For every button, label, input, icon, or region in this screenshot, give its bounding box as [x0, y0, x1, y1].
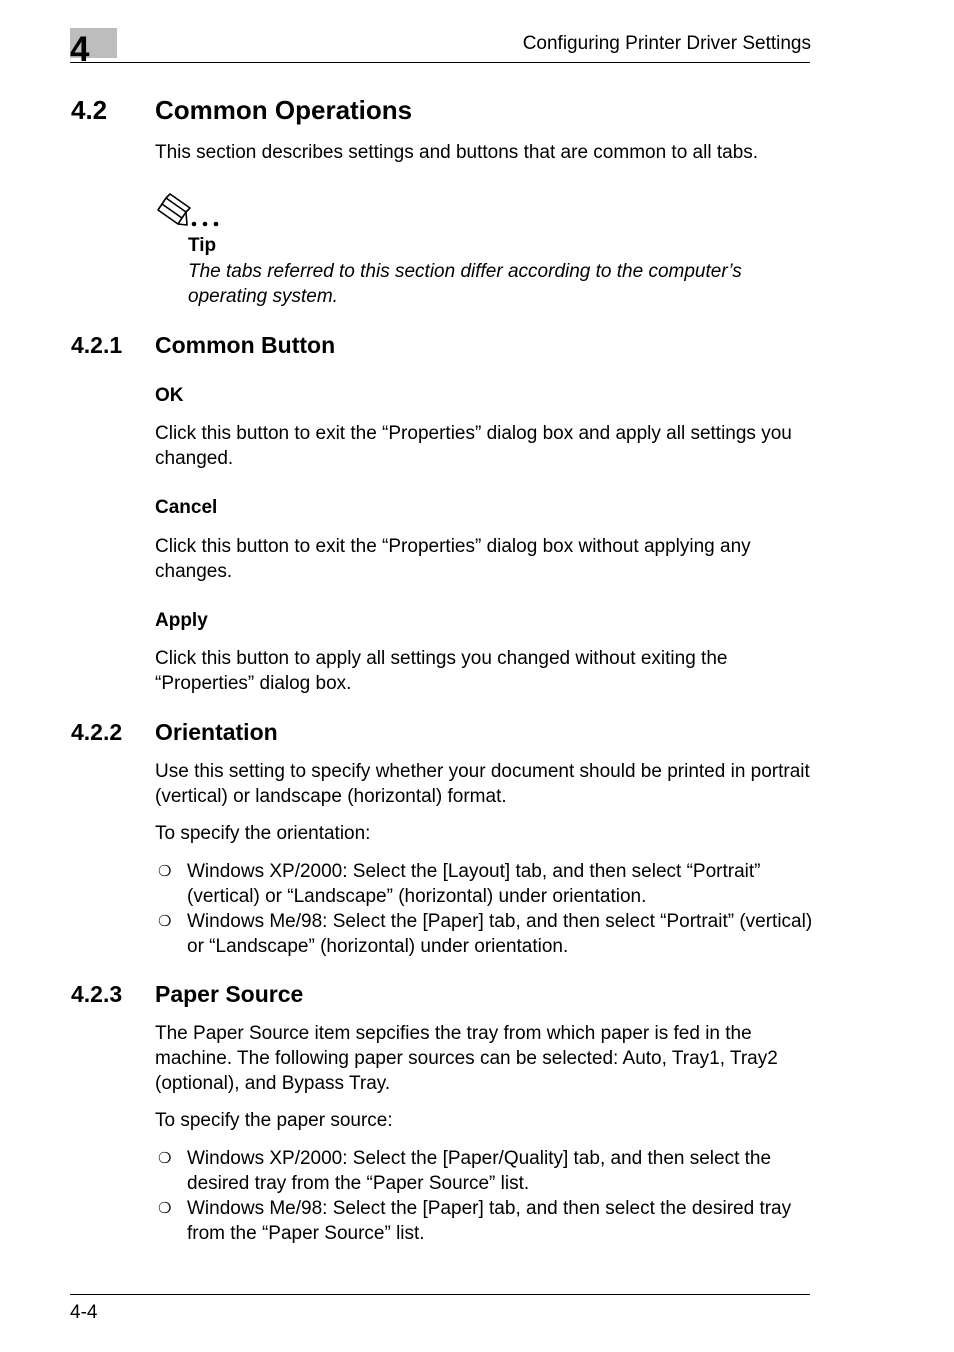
- header-divider: [70, 62, 810, 63]
- subsection-heading-common-button: [71, 331, 335, 359]
- footer-divider: [70, 1294, 810, 1295]
- list-item: ❍ Windows XP/2000: Select the [Layout] tab, and then select “Portrait” (vertical) or “Landscape” (horizontal) under orientation.: [158, 861, 761, 907]
- subsection-number: 4.2.2: [71, 719, 123, 745]
- chapter-number: 4: [70, 30, 90, 69]
- cancel-heading: Cancel: [155, 497, 218, 518]
- section-title: Common Operations: [155, 95, 413, 125]
- section-heading: [71, 94, 412, 126]
- section-number: 4.2: [71, 95, 108, 125]
- paper-source-lead: To specify the paper source:: [155, 1110, 393, 1131]
- subsection-title: Orientation: [155, 719, 278, 745]
- running-title: Configuring Printer Driver Settings: [522, 33, 811, 54]
- page-number: 4-4: [70, 1302, 98, 1323]
- subsection-heading-paper-source: [71, 980, 303, 1008]
- list-item: ❍ Windows XP/2000: Select the [Paper/Quality] tab, and then select the desired tray from the “Paper Source” list.: [158, 1148, 772, 1194]
- subsection-number: 4.2.3: [71, 981, 123, 1007]
- subsection-heading-orientation: [71, 718, 278, 746]
- tip-text: The tabs referred to this section differ according to the computer’s operating system.: [188, 261, 742, 307]
- list-item: ❍ Windows Me/98: Select the [Paper] tab, and then select the desired tray from the “Paper Source” list.: [158, 1198, 792, 1244]
- subsection-title: Common Button: [155, 332, 336, 358]
- orientation-lead: To specify the orientation:: [155, 823, 371, 844]
- bullet-circle-icon: ❍: [158, 1200, 172, 1217]
- apply-description: Click this button to apply all settings you changed without exiting the “Properties” dialog box.: [155, 648, 728, 694]
- ok-description: Click this button to exit the “Properties” dialog box and apply all settings you changed.: [155, 423, 792, 469]
- orientation-description: Use this setting to specify whether your document should be printed in portrait (vertical) or landscape (horizontal) format.: [155, 761, 810, 807]
- bullet-circle-icon: ❍: [158, 863, 172, 880]
- bullet-circle-icon: ❍: [158, 1150, 172, 1167]
- cancel-description: Click this button to exit the “Properties” dialog box without applying any changes.: [155, 536, 751, 582]
- ok-heading: OK: [155, 385, 184, 406]
- paper-source-description: The Paper Source item sepcifies the tray from which paper is fed in the machine. The following paper sources can be selected: Auto, Tray1, Tray2 (optional), and Bypass Tray.: [155, 1023, 778, 1094]
- subsection-title: Paper Source: [155, 981, 304, 1007]
- tip-title: Tip: [188, 235, 217, 256]
- list-item: ❍ Windows Me/98: Select the [Paper] tab, and then select “Portrait” (vertical) or “Landscape” (horizontal) under orientation.: [158, 911, 813, 957]
- pencil-note-icon: [156, 192, 222, 233]
- subsection-number: 4.2.1: [71, 332, 123, 358]
- section-intro: This section describes settings and buttons that are common to all tabs.: [155, 142, 759, 163]
- apply-heading: Apply: [155, 610, 208, 631]
- bullet-circle-icon: ❍: [158, 913, 172, 930]
